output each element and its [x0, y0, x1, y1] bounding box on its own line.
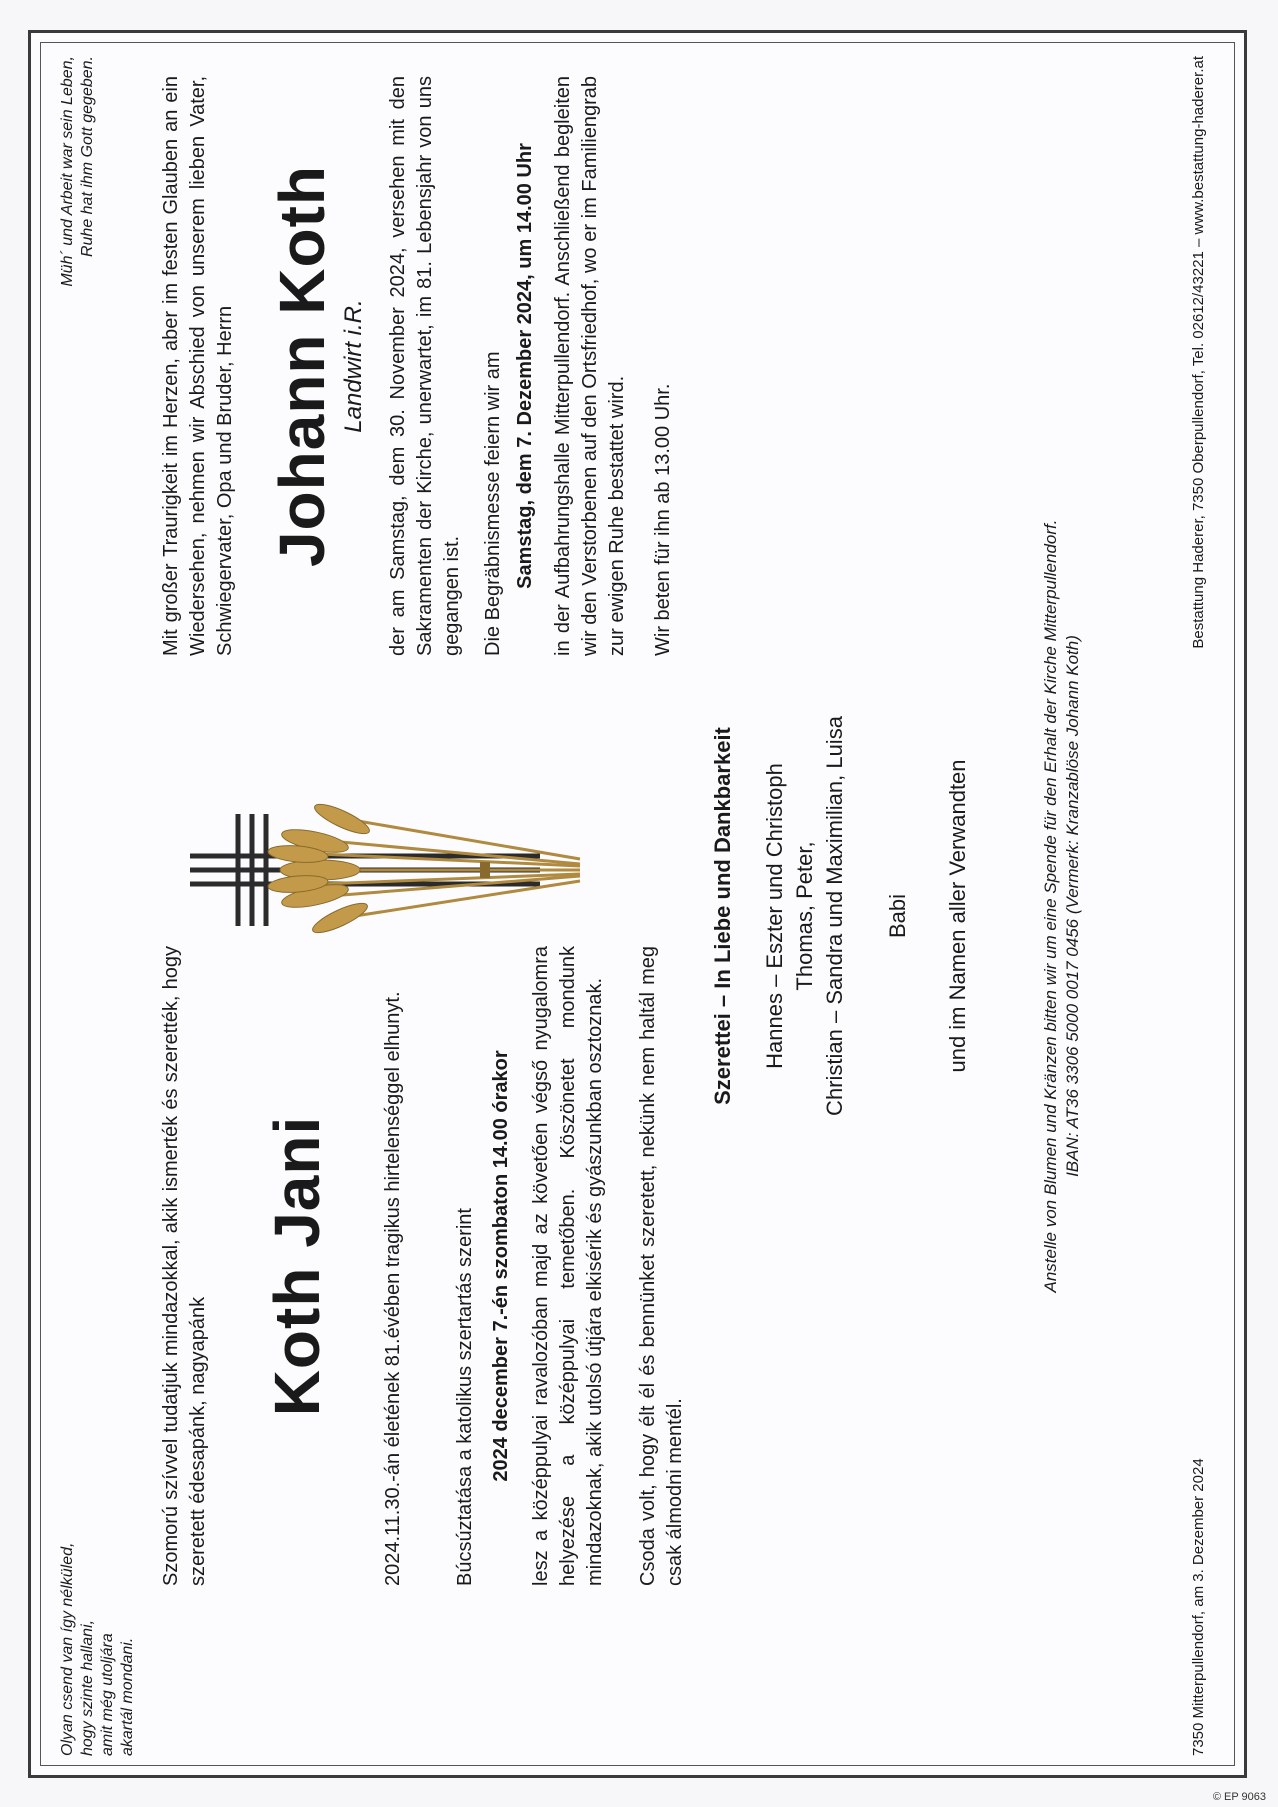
family-line: Hannes – Eszter und Christoph	[762, 763, 787, 1069]
hu-motto-line: akartál mondani.	[119, 1637, 136, 1756]
family-line: Thomas, Peter,	[792, 841, 817, 991]
family-list	[760, 566, 850, 1266]
de-prayer: Wir beten für ihn ab 13.00 Uhr.	[652, 383, 674, 656]
de-occupation: Landwirt i.R.	[340, 299, 367, 433]
undertaker-info: Bestattung Haderer, 7350 Oberpullendorf, Tel. 02612/43221 – www.bestattung-haderer.at	[1190, 56, 1207, 649]
donation-note	[1040, 346, 1084, 1466]
hu-rite: Búcsúztatása a katolikus szertartás szerint	[454, 1208, 476, 1586]
rotated-content	[40, 42, 1235, 1766]
de-motto-line: Müh´ und Arbeit war sein Leben,	[59, 56, 76, 287]
de-motto	[58, 56, 98, 376]
hu-death: 2024.11.30.-án életének 81.évében tragikus hirtelenséggel elhunyt.	[382, 991, 404, 1586]
hu-motto	[58, 1396, 138, 1756]
family-babi: Babi	[885, 893, 910, 939]
hu-burial: lesz a középpulyai ravalozóban majd az követően végső nyugalomra helyezése a középpulyai temetőben. Köszönetet mondunk mindazoknak, akik utolsó útjára elkisérik és gyászunkban osztoznak.	[530, 946, 606, 1586]
hu-intro: Szomorú szívvel tudatjuk mindazokkal, akik ismerték és szerették, hogy szeretett édesapánk, nagyapánk	[160, 946, 209, 1586]
hu-closing: Csoda volt, hogy élt él és bennünket szeretett, nekünk nem haltál meg csak álmodni mentél.	[637, 946, 686, 1586]
de-death: der am Samstag, dem 30. November 2024, versehen mit den Sakramenten der Kirche, unerwartet, im 81. Lebensjahr von uns gegangen ist.	[387, 76, 463, 656]
place-date: 7350 Mitterpullendorf, am 3. Dezember 2024	[1190, 1458, 1207, 1756]
donation-line: Anstelle von Blumen und Kränzen bitten wir um eine Spende für den Erhalt der Kirche Mitterpullendorf.	[1041, 519, 1060, 1293]
de-name: Johann Koth	[266, 164, 338, 568]
hu-motto-line: amit még utoljára	[99, 1633, 116, 1756]
de-mass: Die Begräbnismesse feiern wir am	[482, 351, 504, 656]
family-line: Christian – Sandra und Maximilian, Luisa	[822, 716, 847, 1116]
de-motto-line: Ruhe hat ihm Gott gegeben.	[79, 56, 96, 258]
donation-iban: IBAN: AT36 3306 5000 0017 0456 (Vermerk: Kranzablöse Johann Koth)	[1063, 635, 1082, 1177]
de-date: Samstag, dem 7. Dezember 2024, um 14.00 Uhr	[514, 143, 536, 589]
hu-name: Koth Jani	[261, 1115, 333, 1417]
cross-wheat-icon	[180, 696, 600, 936]
print-code: © EP 9063	[1212, 1791, 1266, 1803]
hu-motto-line: Olyan csend van így nélküled,	[59, 1542, 76, 1756]
de-burial: in der Aufbahrungshalle Mitterpullendorf. Anschließend begleiten wir den Verstorbenen auf den Ortsfriedhof, wo er im Familiengrab zur ewigen Ruhe bestattet wird.	[552, 76, 628, 656]
hu-date: 2024 december 7.-én szombaton 14.00 órakor	[490, 1050, 512, 1482]
hu-motto-line: hogy szinte hallani,	[79, 1619, 96, 1756]
family-relatives: und im Namen aller Verwandten	[945, 759, 970, 1073]
family-heading: Szerettei – In Liebe und Dankbarkeit	[710, 727, 735, 1105]
de-intro: Mit großer Traurigkeit im Herzen, aber im festen Glauben an ein Wiedersehen, nehmen wir Abschied von unserem lieben Vater, Schwiegervater, Opa und Bruder, Herrn	[160, 76, 236, 656]
